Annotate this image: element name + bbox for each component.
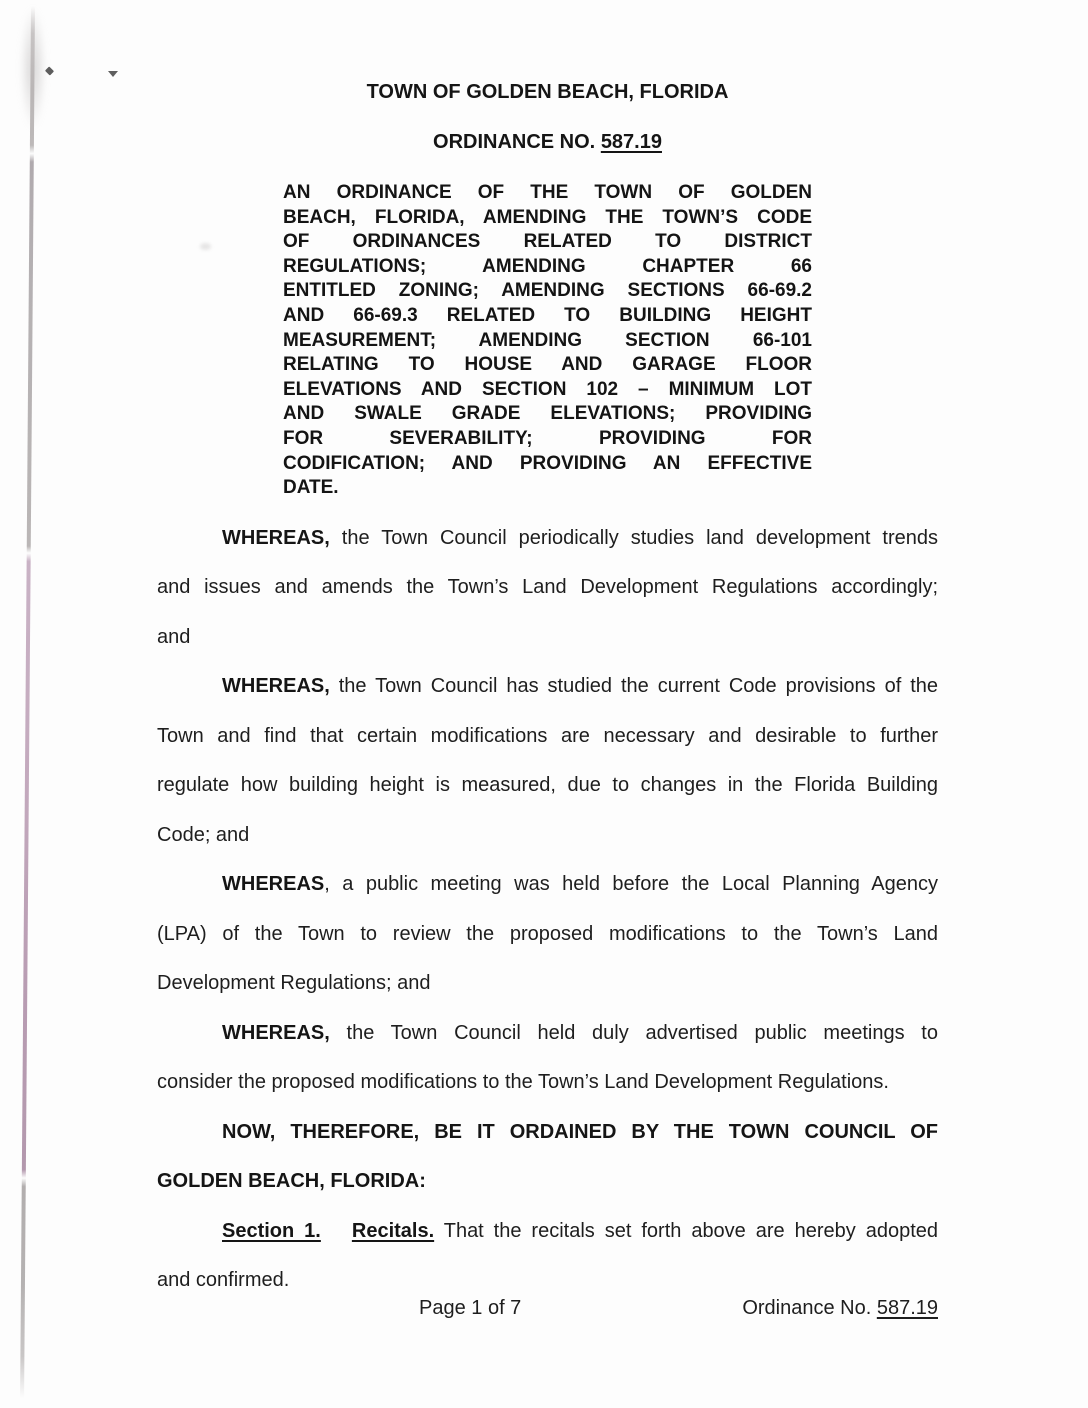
paragraph	[157, 1207, 938, 1306]
text-run: That the recitals set forth above are hereby adopted	[434, 1219, 938, 1242]
text-run: Code; and	[157, 823, 250, 846]
paragraph	[157, 860, 938, 1009]
text-run: the Town Council periodically studies land development trends	[329, 526, 938, 549]
text-line	[283, 255, 812, 280]
footer-ordinance-value: 587.19	[876, 1297, 938, 1319]
paragraph	[157, 1009, 938, 1108]
text-run: BEACH, FLORIDA, AMENDING THE TOWN’S CODE	[283, 206, 812, 228]
ordinance-heading	[157, 118, 938, 168]
text-line	[157, 514, 938, 564]
text-run: and	[157, 625, 191, 648]
text-run: AND SWALE GRADE ELEVATIONS; PROVIDING	[283, 403, 812, 425]
text-run: DATE.	[283, 477, 339, 499]
footer-ordinance-number	[742, 1296, 938, 1320]
paragraph	[157, 1108, 938, 1207]
document-title: TOWN OF GOLDEN BEACH, FLORIDA	[366, 81, 729, 103]
document-body	[157, 514, 938, 1306]
text-run: ENTITLED ZONING; AMENDING SECTIONS 66-69.2	[283, 280, 812, 302]
text-run: WHEREAS	[222, 873, 325, 896]
text-run: Town and find that certain modifications are necessary and desirable to further	[157, 724, 938, 747]
text-run: AND 66-69.3 RELATED TO BUILDING HEIGHT	[283, 304, 812, 326]
text-line	[283, 181, 812, 206]
text-line	[283, 476, 812, 501]
text-run: FOR SEVERABILITY; PROVIDING FOR	[283, 427, 812, 449]
text-run: (LPA) of the Town to review the proposed modifications to the Town’s Land	[157, 922, 938, 945]
text-line	[283, 329, 812, 354]
text-line	[283, 427, 812, 452]
text-run: GOLDEN BEACH, FLORIDA:	[157, 1170, 426, 1193]
text-run: MEASUREMENT; AMENDING SECTION 66-101	[283, 329, 812, 351]
text-run: the Town Council has studied the current Code provisions of the	[329, 675, 938, 698]
text-run: regulate how building height is measured, due to changes in the Florida Building	[157, 774, 938, 797]
scan-dash-mark	[108, 71, 118, 77]
ordinance-caption	[283, 181, 812, 501]
text-line	[157, 662, 938, 712]
text-run: and issues and amends the Town’s Land Development Regulations accordingly;	[157, 576, 938, 599]
text-run: WHEREAS,	[222, 1021, 330, 1044]
text-run: NOW, THEREFORE, BE IT ORDAINED BY THE TOWN COUNCIL OF	[222, 1120, 938, 1143]
page-number: Page 1 of 7	[419, 1297, 522, 1319]
text-line	[283, 452, 812, 477]
text-run: the Town Council held duly advertised public meetings to	[329, 1021, 938, 1044]
text-run: consider the proposed modifications to the Town’s Land Development Regulations.	[157, 1071, 889, 1094]
text-line	[157, 811, 938, 861]
ordinance-heading-label: ORDINANCE NO.	[433, 130, 601, 153]
text-line	[283, 304, 812, 329]
text-line	[157, 1009, 938, 1059]
text-line	[157, 910, 938, 960]
text-run: REGULATIONS; AMENDING CHAPTER 66	[283, 255, 812, 277]
text-run: RELATING TO HOUSE AND GARAGE FLOOR	[283, 354, 812, 376]
text-line	[283, 378, 812, 403]
text-run: Recitals.	[351, 1219, 435, 1242]
text-line	[283, 353, 812, 378]
paragraph	[157, 514, 938, 663]
text-line	[157, 1108, 938, 1158]
text-run: AN ORDINANCE OF THE TOWN OF GOLDEN	[283, 182, 812, 203]
document	[157, 68, 938, 1306]
text-line	[157, 1157, 938, 1207]
text-line	[283, 206, 812, 231]
text-run: WHEREAS,	[222, 675, 330, 698]
text-run: and confirmed.	[157, 1269, 290, 1292]
ordinance-heading-number: 587.19	[600, 130, 662, 153]
footer-ordinance-label: Ordinance No.	[742, 1297, 877, 1319]
text-run: CODIFICATION; AND PROVIDING AN EFFECTIVE	[283, 452, 812, 474]
text-line	[157, 761, 938, 811]
text-run: ELEVATIONS AND SECTION 102 – MINIMUM LOT	[283, 378, 812, 400]
text-line	[157, 959, 938, 1009]
text-line	[157, 712, 938, 762]
text-run: WHEREAS,	[222, 526, 330, 549]
text-line	[157, 1058, 938, 1108]
text-line	[283, 402, 812, 427]
text-line	[157, 1207, 938, 1257]
text-line	[157, 613, 938, 663]
text-run: , a public meeting was held before the Local Planning Agency	[324, 873, 938, 896]
scan-artifact-line	[20, 6, 35, 1398]
text-line	[157, 860, 938, 910]
text-line	[283, 279, 812, 304]
text-run: Development Regulations; and	[157, 972, 431, 995]
tab-space	[321, 1236, 352, 1237]
text-line	[283, 230, 812, 255]
paragraph	[157, 662, 938, 860]
text-run: Section 1.	[222, 1219, 321, 1242]
text-run: OF ORDINANCES RELATED TO DISTRICT	[283, 231, 812, 253]
text-line	[157, 563, 938, 613]
